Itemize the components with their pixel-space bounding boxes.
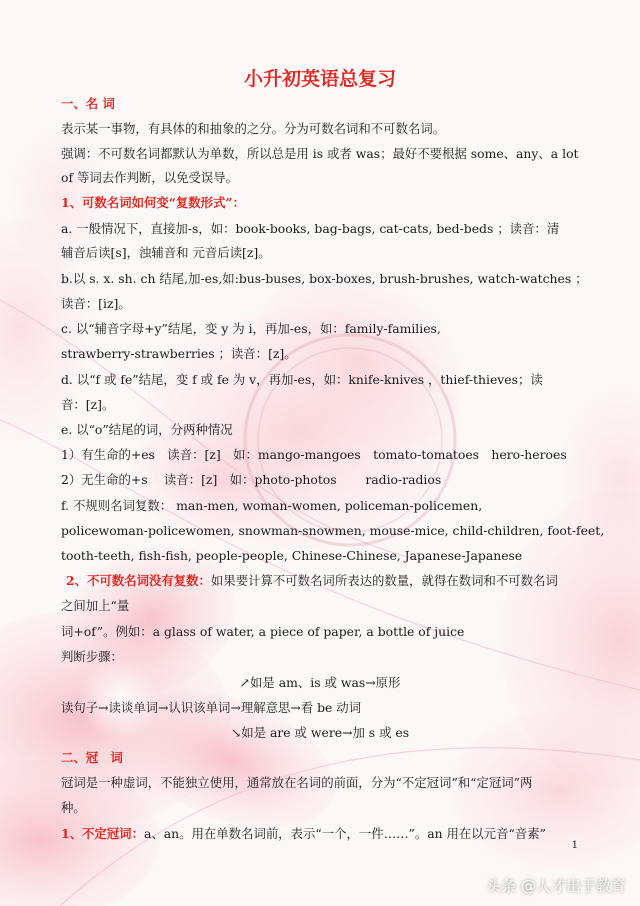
section-heading-nouns: 一、名 词 — [61, 96, 115, 111]
uncountable-line1 — [66, 573, 558, 589]
rule-b-line1: b.以 s. x. sh. ch 结尾,加-es,如:bus-buses, box-boxes, brush-brushes, watch-watches ； — [61, 271, 588, 286]
paragraph: of 等词去作判断，以免受误导。 — [61, 170, 239, 185]
flow-middle: 读句子→读谈单词→认识该单词→理解意思→看 be 动词 — [61, 700, 362, 715]
rule-f-line2: policewoman-policewomen, snowman-snowmen, mouse-mice, child-children, foot-feet, — [61, 523, 605, 538]
rule-c-line1: c. 以“辅音字母+y”结尾，变 y 为 i，再加-es，如：family-families, — [61, 321, 441, 336]
flow-bottom: ↘如是 are 或 were→加 s 或 es — [230, 725, 410, 740]
rule-f-line3: tooth-teeth, fish-fish, people-people, Chinese-Chinese, Japanese-Japanese — [61, 548, 523, 563]
rule-a-line2: 辅音后读[s]，浊辅音和 元音后读[z]。 — [61, 245, 271, 260]
rule-b-line2: 读音：[iz]。 — [61, 296, 131, 311]
paragraph: 种。 — [61, 800, 86, 815]
subheading-plural: 1、可数名词如何变“复数形式”： — [61, 195, 245, 210]
rule-a-line1: a. 一般情况下，直接加-s，如：book-books, bag-bags, cat-cats, bed-beds ；读音：清 — [61, 221, 560, 236]
uncountable-line2: 之间加上“量 — [61, 598, 130, 613]
rule-d-line2: 音：[z]。 — [61, 397, 115, 412]
source-watermark: 头条 @人才出于教育 — [486, 877, 626, 895]
subheading-uncountable: 2、不可数名词没有复数： — [66, 573, 211, 588]
uncountable-text: 如果要计算不可数名词所表达的数量，就得在数词和不可数名词 — [210, 573, 558, 588]
paragraph: 冠词是一种虚词，不能独立使用，通常放在名词的前面，分为“不定冠词”和“定冠词”两 — [61, 775, 533, 790]
rule-f-line1: f. 不规则名词复数： man-men, woman-women, policeman-policemen, — [61, 498, 483, 513]
flow-top: ↗如是 am、is 或 was→原形 — [239, 675, 401, 690]
rule-e-case2: 2）无生命的+s 读音：[z] 如：photo-photos radio-radios — [61, 472, 442, 487]
page-number: 1 — [571, 840, 578, 851]
rule-d-line1: d. 以“f 或 fe”结尾，变 f 或 fe 为 v，再加-es，如：knife-knives ，thief-thieves；读 — [61, 372, 543, 387]
subheading-indefinite-article: 1、不定冠词： — [61, 826, 144, 841]
indefinite-article-line — [61, 826, 546, 842]
rule-c-line2: strawberry-strawberries ；读音：[z]。 — [61, 346, 297, 361]
section-heading-articles: 二、冠 词 — [61, 750, 123, 765]
indefinite-article-text: a、an。用在单数名词前，表示“一个，一件……”。an 用在以元音“音素” — [143, 826, 546, 841]
rule-e-case1: 1）有生命的+es 读音：[z] 如：mango-mangoes tomato-tomatoes hero-heroes — [61, 447, 567, 462]
steps-label: 判断步骤： — [61, 649, 123, 664]
rule-e-intro: e. 以“o”结尾的词，分两种情况 — [61, 422, 233, 437]
paragraph: 强调：不可数名词都默认为单数，所以总是用 is 或者 was；最好不要根据 some、any、a lot — [61, 146, 579, 161]
paragraph: 表示某一事物，有具体的和抽象的之分。分为可数名词和不可数名词。 — [61, 121, 446, 136]
page-title: 小升初英语总复习 — [243, 68, 396, 90]
uncountable-line3: 词+of”。例如：a glass of water, a piece of paper, a bottle of juice — [61, 624, 465, 639]
